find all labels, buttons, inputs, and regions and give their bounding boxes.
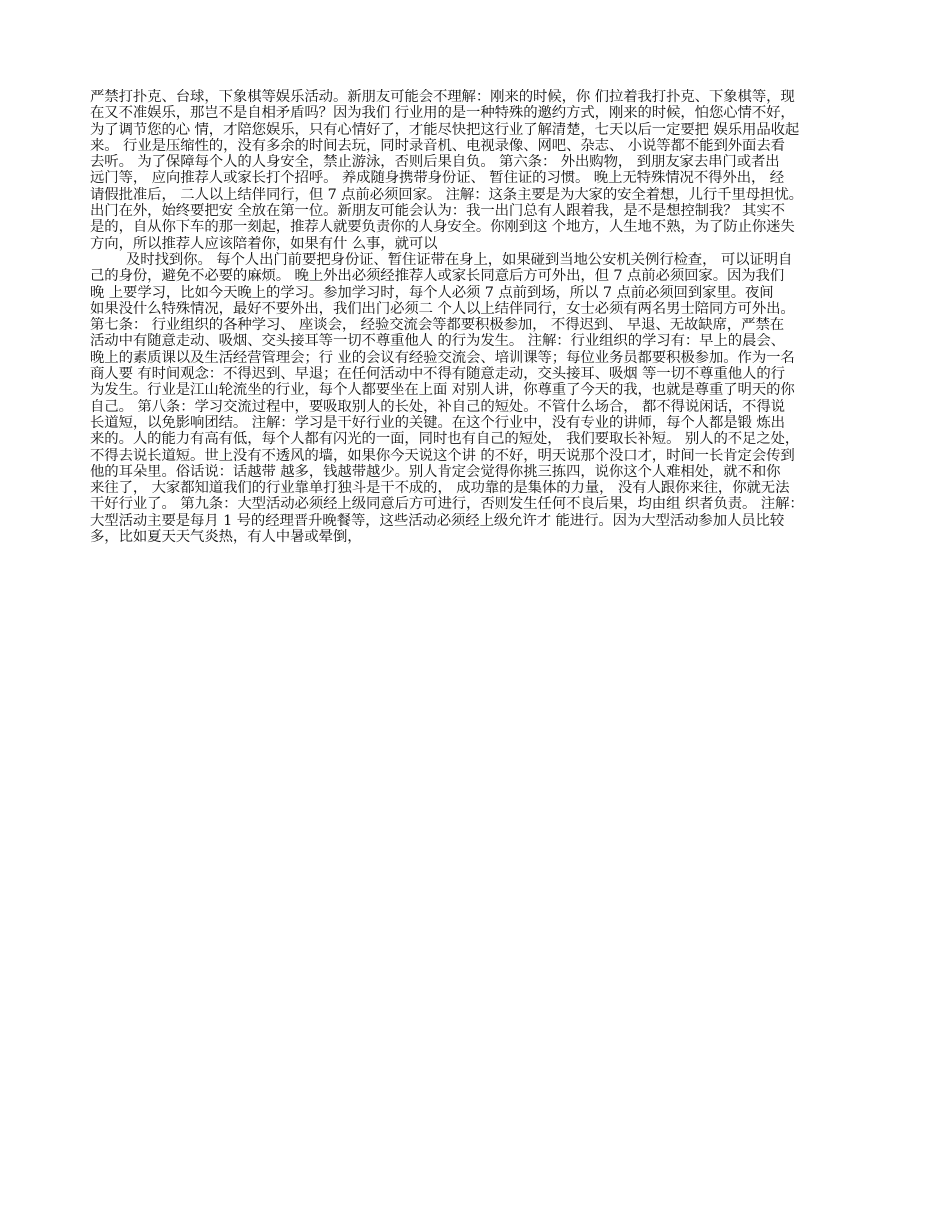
text-line: 晚上的素质课以及生活经营管理会；行 业的会议有经验交流会、培训课等；每位业务员都要积极参加。作为一名 — [90, 349, 795, 366]
text-line: 不得去说长道短。世上没有不透风的墙，如果你今天说这个讲 的不好，明天说那个没口才，时间一长肯定会传到 — [90, 447, 795, 464]
text-line: 第七条： 行业组织的各种学习、 座谈会， 经验交流会等都要积极参加， 不得迟到、 早退、无故缺席，严禁在 — [90, 317, 785, 334]
text-line: 己的身份，避免不必要的麻烦。 晚上外出必须经推荐人或家长同意后方可外出，但 7 点前必须回家。因为我们 — [90, 268, 785, 285]
text-line: 干好行业了。 第九条：大型活动必须经上级同意后方可进行，否则发生任何不良后果，均由组 织者负责。 注解： — [90, 496, 804, 513]
text-line: 去听。 为了保障每个人的人身安全，禁止游泳，否则后果自负。 第六条： 外出购物， 到朋友家去串门或者出 — [90, 154, 780, 171]
text-line: 方向，所以推荐人应该陪着你，如果有什 么事，就可以 — [90, 235, 438, 252]
text-line: 严禁打扑克、台球，下象棋等娱乐活动。新朋友可能会不理解：刚来的时候，你 们拉着我打扑克、下象棋等，现 — [90, 89, 795, 105]
text-line: 为发生。行业是江山轮流坐的行业，每个人都要坐在上面 对别人讲，你尊重了今天的我，也就是尊重了明天的你 — [90, 382, 795, 399]
text-line: 晚 上要学习，比如今天晚上的学习。参加学习时，每个人必须 7 点前到场，所以 7 点前必须回到家里。夜间 — [90, 284, 774, 301]
text-line: 大型活动主要是每月 1 号的经理晋升晚餐等，这些活动必须经上级允许才 能进行。因为大型活动参加人员比较 — [90, 512, 785, 529]
text-line: 来。 行业是压缩性的，没有多余的时间去玩，同时录音机、电视录像、网吧、杂志、 小说等都不能到外面去看 — [90, 137, 785, 154]
text-line: 远门等， 应向推荐人或家长打个招呼。 养成随身携带身份证、 暂住证的习惯。 晚上无特殊情况不得外出， 经 — [90, 170, 785, 187]
text-line: 来的。人的能力有高有低，每个人都有闪光的一面，同时也有自己的短处， 我们要取长补短。 别人的不足之处， — [90, 431, 800, 448]
text-line: 自己。 第八条：学习交流过程中，要吸取别人的长处，补自己的短处。不管什么场合， 都不得说闲话，不得说 — [90, 398, 785, 415]
document-body — [90, 89, 870, 545]
text-line: 商人要 有时间观念：不得迟到、早退；在任何活动中不得有随意走动，交头接耳、吸烟 等一切不尊重他人的行 — [90, 366, 785, 383]
text-line-indented: 及时找到你。 每个人出门前要把身份证、暂住证带在身上，如果碰到当地公安机关例行检查， 可以证明自 — [126, 251, 793, 268]
text-line: 是的，自从你下车的那一刻起，推荐人就要负责你的人身安全。你刚到这 个地方，人生地不熟，为了防止你迷失 — [90, 219, 795, 236]
text-line: 他的耳朵里。俗话说：话越带 越多，钱越带越少。别人肯定会觉得你挑三拣四，说你这个人难相处，就不和你 — [90, 463, 781, 480]
text-line: 来往了， 大家都知道我们的行业靠单打独斗是干不成的， 成功靠的是集体的力量， 没有人跟你来往，你就无法 — [90, 480, 790, 497]
text-line: 如果没什么特殊情况，最好不要外出，我们出门必须二 个人以上结伴同行，女士必须有两名男士陪同方可外出。 — [90, 300, 795, 317]
text-line: 长道短，以免影响团结。 注解：学习是干好行业的关键。在这个行业中，没有专业的讲师，每个人都是锻 炼出 — [90, 414, 785, 431]
text-line: 活动中有随意走动、吸烟、交头接耳等一切不尊重他人 的行为发生。 注解：行业组织的学习有：早上的晨会、 — [90, 333, 785, 350]
text-line: 请假批准后， 二人以上结伴同行，但 7 点前必须回家。 注解：这条主要是为大家的安全着想，儿行千里母担忧。 — [90, 186, 803, 203]
text-line: 多，比如夏天天气炎热，有人中暑或晕倒， — [90, 529, 362, 546]
text-line: 为了调节您的心 情，才陪您娱乐，只有心情好了，才能尽快把这行业了解清楚，七天以后一定要把 娱乐用品收起 — [90, 121, 800, 138]
text-line: 在又不准娱乐，那岂不是自相矛盾吗？因为我们 行业用的是一种特殊的邀约方式，刚来的时候，怕您心情不好， — [90, 105, 795, 122]
text-line: 出门在外，始终要把安 全放在第一位。新朋友可能会认为：我一出门总有人跟着我，是不是想控制我？ 其实不 — [90, 203, 785, 220]
